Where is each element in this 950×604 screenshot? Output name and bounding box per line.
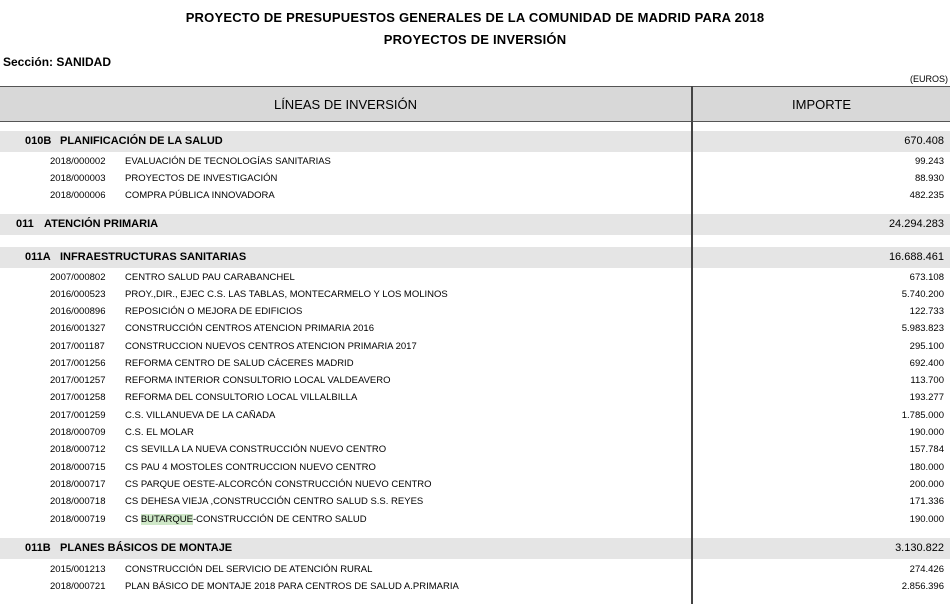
row-name <box>125 514 367 525</box>
row-name: PROY.,DIR., EJEC C.S. LAS TABLAS, MONTECARMELO Y LOS MOLINOS <box>125 289 448 300</box>
row-name: CS SEVILLA LA NUEVA CONSTRUCCIÓN NUEVO CENTRO <box>125 444 387 455</box>
function-row <box>0 214 950 235</box>
row-name-highlight: BUTARQUE <box>140 514 193 525</box>
row-code: 2018/000718 <box>50 496 106 507</box>
table-row <box>0 512 950 529</box>
row-code: 2016/001327 <box>50 323 106 334</box>
table-row <box>0 579 950 596</box>
row-name: INFRAESTRUCTURAS SANITARIAS <box>60 251 247 263</box>
column-header-lineas: LÍNEAS DE INVERSIÓN <box>273 97 418 112</box>
program-row <box>0 538 950 559</box>
row-name: PLANES BÁSICOS DE MONTAJE <box>60 542 233 554</box>
table-header <box>0 86 950 122</box>
document-title: PROYECTO DE PRESUPUESTOS GENERALES DE LA COMUNIDAD DE MADRID PARA 2018 <box>185 10 765 25</box>
table-row <box>0 154 950 171</box>
section-label: Sección: SANIDAD <box>3 55 112 69</box>
row-code: 2018/000719 <box>50 514 106 525</box>
row-code: 2018/000712 <box>50 444 106 455</box>
row-name: PROYECTOS DE INVESTIGACIÓN <box>125 173 278 184</box>
row-code: 2017/001259 <box>50 410 106 421</box>
row-amount: 3.130.822 <box>895 542 944 554</box>
row-amount: 274.426 <box>909 564 944 575</box>
table-row <box>0 460 950 477</box>
table-row <box>0 339 950 356</box>
row-code: 2017/001258 <box>50 392 106 403</box>
table-row <box>0 356 950 373</box>
table-row <box>0 408 950 425</box>
column-divider <box>691 86 693 604</box>
row-name: PLAN BÁSICO DE MONTAJE 2018 PARA CENTROS DE SALUD A.PRIMARIA <box>125 581 459 592</box>
row-amount: 157.784 <box>909 444 944 455</box>
table-row <box>0 321 950 338</box>
row-code: 2016/000523 <box>50 289 106 300</box>
row-name: COMPRA PÚBLICA INNOVADORA <box>125 190 275 201</box>
row-amount: 5.740.200 <box>901 289 944 300</box>
row-amount: 16.688.461 <box>888 251 944 263</box>
row-name: PLANIFICACIÓN DE LA SALUD <box>60 135 223 147</box>
table-row <box>0 373 950 390</box>
row-code: 2017/001187 <box>50 341 105 352</box>
row-code: 011A <box>25 251 51 263</box>
row-amount: 692.400 <box>909 358 944 369</box>
table-row <box>0 442 950 459</box>
row-code: 2017/001256 <box>50 358 106 369</box>
row-name: EVALUACIÓN DE TECNOLOGÍAS SANITARIAS <box>125 156 331 167</box>
row-name-suffix: -CONSTRUCCIÓN DE CENTRO SALUD <box>192 514 367 525</box>
row-name: REFORMA CENTRO DE SALUD CÁCERES MADRID <box>125 358 354 369</box>
row-code: 2007/000802 <box>50 272 106 283</box>
row-name: REFORMA DEL CONSULTORIO LOCAL VILLALBILLA <box>125 392 358 403</box>
row-amount: 180.000 <box>909 462 944 473</box>
row-name: C.S. VILLANUEVA DE LA CAÑADA <box>125 410 276 421</box>
row-amount: 113.700 <box>910 375 944 386</box>
row-name: CS PARQUE OESTE-ALCORCÓN CONSTRUCCIÓN NUEVO CENTRO <box>125 479 432 490</box>
row-name: CENTRO SALUD PAU CARABANCHEL <box>125 272 295 283</box>
row-code: 011B <box>25 542 51 554</box>
row-name: CONSTRUCCION NUEVOS CENTROS ATENCION PRIMARIA 2017 <box>125 341 417 352</box>
row-amount: 670.408 <box>904 135 944 147</box>
table-row <box>0 270 950 287</box>
row-amount: 482.235 <box>909 190 944 201</box>
table-row <box>0 390 950 407</box>
row-code: 2017/001257 <box>50 375 106 386</box>
row-name-prefix: CS <box>125 514 141 525</box>
row-amount: 99.243 <box>914 156 944 167</box>
row-amount: 24.294.283 <box>888 218 944 230</box>
row-code: 2018/000717 <box>50 479 106 490</box>
row-code: 2018/000006 <box>50 190 106 201</box>
row-code: 2016/000896 <box>50 306 106 317</box>
row-amount: 295.100 <box>909 341 944 352</box>
row-name: CONSTRUCCIÓN CENTROS ATENCION PRIMARIA 2016 <box>125 323 374 334</box>
row-code: 2018/000721 <box>50 581 106 592</box>
table-row <box>0 562 950 579</box>
program-row <box>0 247 950 268</box>
row-amount: 1.785.000 <box>901 410 944 421</box>
row-code: 2018/000709 <box>50 427 106 438</box>
row-name: REFORMA INTERIOR CONSULTORIO LOCAL VALDEAVERO <box>125 375 391 386</box>
row-code: 2018/000715 <box>50 462 106 473</box>
row-code: 011 <box>16 218 34 230</box>
row-amount: 190.000 <box>909 427 944 438</box>
row-amount: 122.733 <box>909 306 944 317</box>
table-row <box>0 304 950 321</box>
table-row <box>0 188 950 205</box>
row-code: 2018/000002 <box>50 156 106 167</box>
row-amount: 190.000 <box>909 514 944 525</box>
row-amount: 673.108 <box>909 272 944 283</box>
column-header-importe: IMPORTE <box>792 97 851 112</box>
row-name: C.S. EL MOLAR <box>125 427 194 438</box>
row-name: ATENCIÓN PRIMARIA <box>44 218 159 230</box>
row-code: 010B <box>25 135 52 147</box>
table-row <box>0 494 950 511</box>
table-row <box>0 171 950 188</box>
row-code: 2018/000003 <box>50 173 106 184</box>
row-amount: 171.336 <box>909 496 944 507</box>
table-row <box>0 425 950 442</box>
row-name: CONSTRUCCIÓN DEL SERVICIO DE ATENCIÓN RURAL <box>125 564 373 575</box>
row-amount: 200.000 <box>909 479 944 490</box>
currency-unit: (EUROS) <box>910 74 948 84</box>
program-row <box>0 131 950 152</box>
table-row <box>0 477 950 494</box>
document-subtitle: PROYECTOS DE INVERSIÓN <box>383 32 567 47</box>
row-name: CS DEHESA VIEJA ,CONSTRUCCIÓN CENTRO SALUD S.S. REYES <box>125 496 424 507</box>
row-code: 2015/001213 <box>50 564 106 575</box>
row-name: CS PAU 4 MOSTOLES CONTRUCCION NUEVO CENTRO <box>125 462 376 473</box>
row-name: REPOSICIÓN O MEJORA DE EDIFICIOS <box>125 306 303 317</box>
table-row <box>0 287 950 304</box>
row-amount: 88.930 <box>914 173 944 184</box>
row-amount: 2.856.396 <box>901 581 944 592</box>
row-amount: 193.277 <box>909 392 944 403</box>
row-amount: 5.983.823 <box>901 323 944 334</box>
